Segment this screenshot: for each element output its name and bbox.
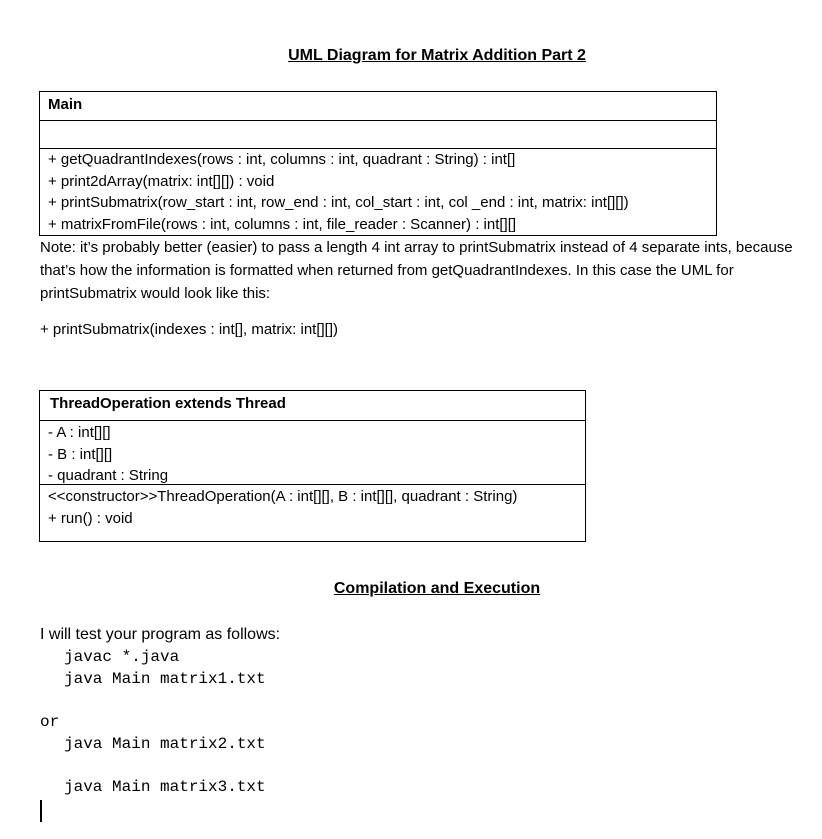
operations-section-thread — [40, 485, 585, 530]
or-text: or — [40, 713, 60, 731]
operations-section-main — [40, 149, 716, 236]
class-name-thread-operation: ThreadOperation extends Thread — [40, 391, 585, 421]
alt-signature: + printSubmatrix(indexes : int[], matrix: int[][]) — [40, 321, 339, 338]
uml-class-main — [39, 91, 717, 236]
attribute-b: - B : int[][] — [48, 445, 113, 463]
operation-get-quadrant-indexes: + getQuadrantIndexes(rows : int, columns : int, quadrant : String) : int[] — [48, 151, 516, 168]
section-title-compilation: Compilation and Execution — [333, 580, 541, 597]
operation-constructor: <<constructor>>ThreadOperation(A : int[][], B : int[][], quadrant : String) — [48, 488, 518, 505]
page-title: UML Diagram for Matrix Addition Part 2 — [288, 47, 586, 64]
text-cursor — [40, 800, 42, 822]
attribute-quadrant: - quadrant : String — [48, 467, 169, 484]
command-run-matrix2: java Main matrix2.txt — [64, 735, 266, 753]
test-intro-text: I will test your program as follows: — [40, 626, 281, 643]
command-run-matrix3: java Main matrix3.txt — [64, 778, 266, 796]
operation-print-2d-array: + print2dArray(matrix: int[][]) : void — [48, 172, 275, 190]
class-name-main: Main — [40, 92, 716, 121]
operation-run: + run() : void — [48, 509, 133, 527]
note-paragraph: Note: it’s probably better (easier) to pass a length 4 int array to printSubmatrix instead of 4 separate ints, because that’s how the information is formatted when returned from getQuadrantIndexes. In this case the UML for printSubmatrix would look like this: — [40, 239, 793, 302]
command-run-matrix1: java Main matrix1.txt — [64, 670, 266, 688]
attributes-section-thread — [40, 421, 585, 485]
attribute-a: - A : int[][] — [48, 424, 111, 441]
operation-print-submatrix: + printSubmatrix(row_start : int, row_end : int, col_start : int, col _end : int, matrix: int[][]) — [48, 194, 629, 211]
command-javac: javac *.java — [64, 648, 180, 666]
uml-class-thread-operation — [39, 390, 586, 542]
operation-matrix-from-file: + matrixFromFile(rows : int, columns : int, file_reader : Scanner) : int[][] — [48, 215, 517, 233]
attributes-section-main — [40, 121, 716, 149]
